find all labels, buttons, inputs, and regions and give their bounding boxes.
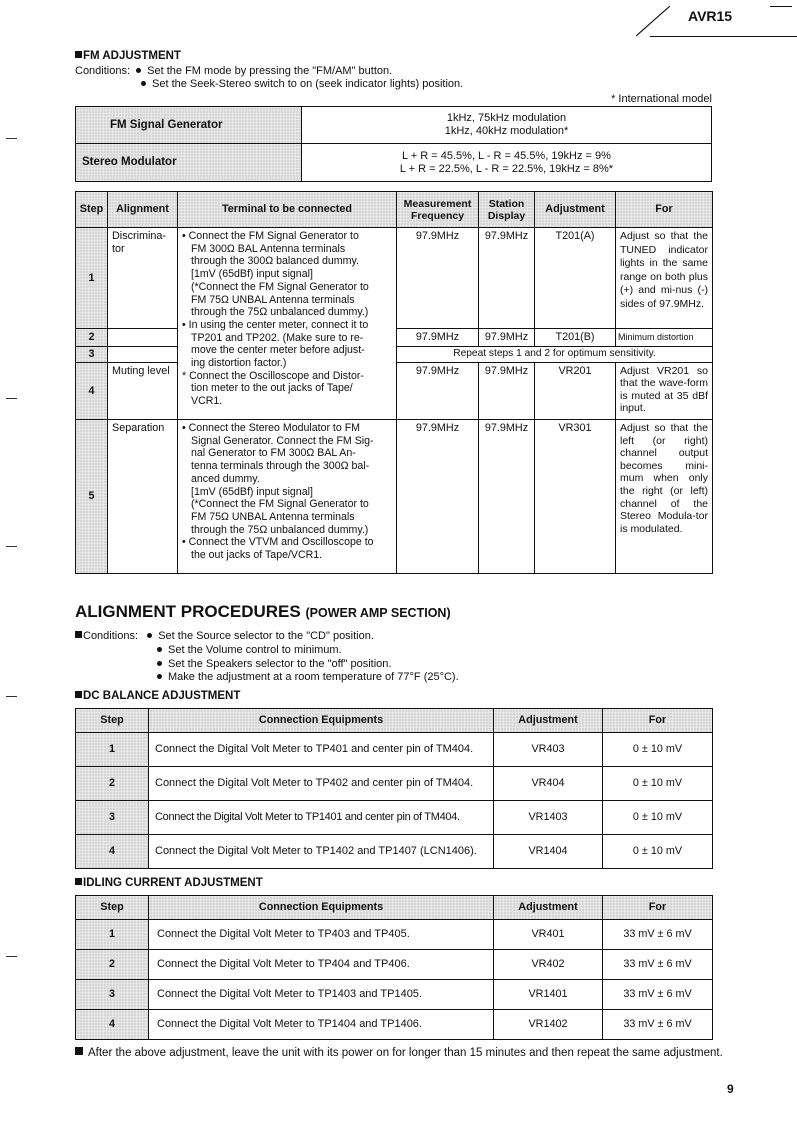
for-cell: Adjust so that the left (or right) channel output becomes mini-mum when only the right (or left) channel of the Stereo Modula-tor is modulated. — [616, 420, 713, 574]
adjustment-cell: VR402 — [494, 950, 603, 980]
idle-table — [75, 895, 713, 1040]
adjustment-cell: VR1401 — [494, 980, 603, 1010]
idle-title: IDLING CURRENT ADJUSTMENT — [75, 877, 263, 889]
col-connection: Connection Equipments — [149, 709, 494, 733]
generator-spec: 1kHz, 75kHz modulation 1kHz, 40kHz modulation* — [302, 107, 712, 144]
step-cell: 3 — [76, 980, 149, 1010]
col-connection: Connection Equipments — [149, 896, 494, 920]
for-cell: 33 mV ± 6 mV — [603, 950, 713, 980]
adjustment-cell: VR1403 — [494, 801, 603, 835]
connection-cell: Connect the Digital Volt Meter to TP401 and center pin of TM404. — [149, 733, 494, 767]
step-cell: 5 — [76, 420, 108, 574]
col-for: For — [616, 192, 713, 228]
table-row — [76, 733, 713, 767]
model-name: AVR15 — [688, 8, 733, 24]
col-step: Step — [76, 192, 108, 228]
col-freq: Measurement Frequency — [397, 192, 479, 228]
margin-tick — [6, 546, 17, 547]
step-cell: 1 — [76, 733, 149, 767]
step-cell: 1 — [76, 228, 108, 329]
margin-tick — [6, 696, 17, 697]
connection-cell: Connect the Digital Volt Meter to TP1402 and TP1407 (LCN1406). — [149, 835, 494, 869]
footer-note: After the above adjustment, leave the unit with its power on for longer than 15 minutes and then repeat the same adjustment. — [75, 1046, 730, 1060]
connection-cell: Connect the Digital Volt Meter to TP402 and center pin of TM404. — [149, 767, 494, 801]
adjustment-cell: VR401 — [494, 920, 603, 950]
col-alignment: Alignment — [108, 192, 178, 228]
freq-cell: 97.9MHz — [397, 420, 479, 574]
for-cell: Adjust so that the TUNED indicator lights in the same range on both plus (+) and mi-nus (-) sides of 97.9MHz. — [616, 228, 713, 329]
station-cell: 97.9MHz — [479, 329, 535, 347]
fm-table — [75, 191, 713, 574]
for-cell: 0 ± 10 mV — [603, 835, 713, 869]
col-step: Step — [76, 709, 149, 733]
terminal-cell: • Connect the FM Signal Generator to FM 300Ω BAL Antenna terminals through the 300Ω balanced dummy. [1mV (65dBf) input signal] (*Connect the FM Signal Generator to FM 75Ω UNBAL Antenna terminals through the 75Ω unbalanced dummy.) • In using the center meter, connect it to TP201 and TP202. (Make sure to re- move the center meter before adjust- ing distortion factor.) * Connect the Oscilloscope and Distor- tion meter to the out jacks of Tape/ VCR1. — [178, 228, 397, 420]
step-cell: 3 — [76, 801, 149, 835]
for-cell: 0 ± 10 mV — [603, 733, 713, 767]
col-station: Station Display — [479, 192, 535, 228]
dc-table — [75, 708, 713, 869]
freq-cell: 97.9MHz — [397, 228, 479, 329]
connection-cell: Connect the Digital Volt Meter to TP1401 and center pin of TM404. — [149, 801, 494, 835]
margin-tick — [6, 398, 17, 399]
col-adjustment: Adjustment — [494, 896, 603, 920]
station-cell: 97.9MHz — [479, 228, 535, 329]
generator-label: FM Signal Generator — [76, 107, 302, 144]
col-for: For — [603, 896, 713, 920]
alignment-cell — [108, 329, 178, 347]
page-number: 9 — [727, 1082, 734, 1096]
table-row — [76, 920, 713, 950]
freq-cell: 97.9MHz — [397, 363, 479, 420]
step-cell: 3 — [76, 347, 108, 363]
adjustment-cell: VR1404 — [494, 835, 603, 869]
align-title: ALIGNMENT PROCEDURES (POWER AMP SECTION) — [75, 602, 451, 621]
connection-cell: Connect the Digital Volt Meter to TP404 and TP406. — [149, 950, 494, 980]
table-row — [76, 1010, 713, 1040]
alignment-cell: Separation — [108, 420, 178, 574]
signal-table — [75, 106, 712, 182]
table-row — [76, 950, 713, 980]
table-row — [76, 801, 713, 835]
alignment-cell: Discrimina-tor — [108, 228, 178, 329]
fm-title: FM ADJUSTMENT — [75, 50, 181, 62]
for-cell: Minimum distortion — [616, 329, 713, 347]
repeat-cell: Repeat steps 1 and 2 for optimum sensitivity. — [397, 347, 713, 363]
col-adjustment: Adjustment — [494, 709, 603, 733]
alignment-cell: Muting level — [108, 363, 178, 420]
for-cell: 0 ± 10 mV — [603, 801, 713, 835]
col-terminal: Terminal to be connected — [178, 192, 397, 228]
adjustment-cell: VR404 — [494, 767, 603, 801]
freq-cell: 97.9MHz — [397, 329, 479, 347]
table-row — [76, 767, 713, 801]
for-cell: 0 ± 10 mV — [603, 767, 713, 801]
header-rule — [650, 36, 797, 37]
step-cell: 2 — [76, 329, 108, 347]
step-cell: 2 — [76, 767, 149, 801]
step-cell: 1 — [76, 920, 149, 950]
table-row — [76, 835, 713, 869]
adjustment-cell: T201(A) — [535, 228, 616, 329]
step-cell: 4 — [76, 835, 149, 869]
header-dash — [770, 6, 792, 7]
col-for: For — [603, 709, 713, 733]
margin-tick — [6, 138, 17, 139]
margin-tick — [6, 956, 17, 957]
adjustment-cell: VR301 — [535, 420, 616, 574]
station-cell: 97.9MHz — [479, 363, 535, 420]
adjustment-cell: VR201 — [535, 363, 616, 420]
terminal-cell: • Connect the Stereo Modulator to FM Signal Generator. Connect the FM Sig- nal Generator to FM 300Ω BAL An- tenna terminals through the 300Ω bal- anced dummy. [1mV (65dBf) input signal] (*Connect the FM Signal Generator to FM 75Ω UNBAL Antenna terminals through the 75Ω unbalanced dummy.) • Connect the VTVM and Oscilloscope to the out jacks of Tape/VCR1. — [178, 420, 397, 574]
adjustment-cell: VR403 — [494, 733, 603, 767]
step-cell: 4 — [76, 1010, 149, 1040]
step-cell: 2 — [76, 950, 149, 980]
stereo-label: Stereo Modulator — [76, 144, 302, 182]
connection-cell: Connect the Digital Volt Meter to TP1404 and TP1406. — [149, 1010, 494, 1040]
step-cell: 4 — [76, 363, 108, 420]
table-row — [76, 420, 713, 574]
intl-note: * International model — [611, 93, 712, 105]
col-step: Step — [76, 896, 149, 920]
for-cell: Adjust VR201 so that the wave-form is muted at 35 dBf input. — [616, 363, 713, 420]
dc-title: DC BALANCE ADJUSTMENT — [75, 690, 240, 702]
connection-cell: Connect the Digital Volt Meter to TP1403 and TP1405. — [149, 980, 494, 1010]
table-row — [76, 228, 713, 329]
stereo-spec: L + R = 45.5%, L - R = 45.5%, 19kHz = 9% L + R = 22.5%, L - R = 22.5%, 19kHz = 8%* — [302, 144, 712, 182]
table-row — [76, 980, 713, 1010]
for-cell: 33 mV ± 6 mV — [603, 980, 713, 1010]
station-cell: 97.9MHz — [479, 420, 535, 574]
adjustment-cell: VR1402 — [494, 1010, 603, 1040]
header-slash — [636, 6, 670, 36]
fm-conditions: Conditions: Set the FM mode by pressing the "FM/AM" button. Set the Seek-Stereo switch to on (seek indicator lights) position. — [75, 65, 464, 90]
col-adjustment: Adjustment — [535, 192, 616, 228]
connection-cell: Connect the Digital Volt Meter to TP403 and TP405. — [149, 920, 494, 950]
for-cell: 33 mV ± 6 mV — [603, 920, 713, 950]
for-cell: 33 mV ± 6 mV — [603, 1010, 713, 1040]
adjustment-cell: T201(B) — [535, 329, 616, 347]
align-conditions: Conditions: Set the Source selector to the "CD" position. Set the Volume control to minimum. Set the Speakers selector to the "off" position. Make the adjustment at a room temperature of 77°F (25°C). — [75, 630, 459, 685]
alignment-cell — [108, 347, 178, 363]
